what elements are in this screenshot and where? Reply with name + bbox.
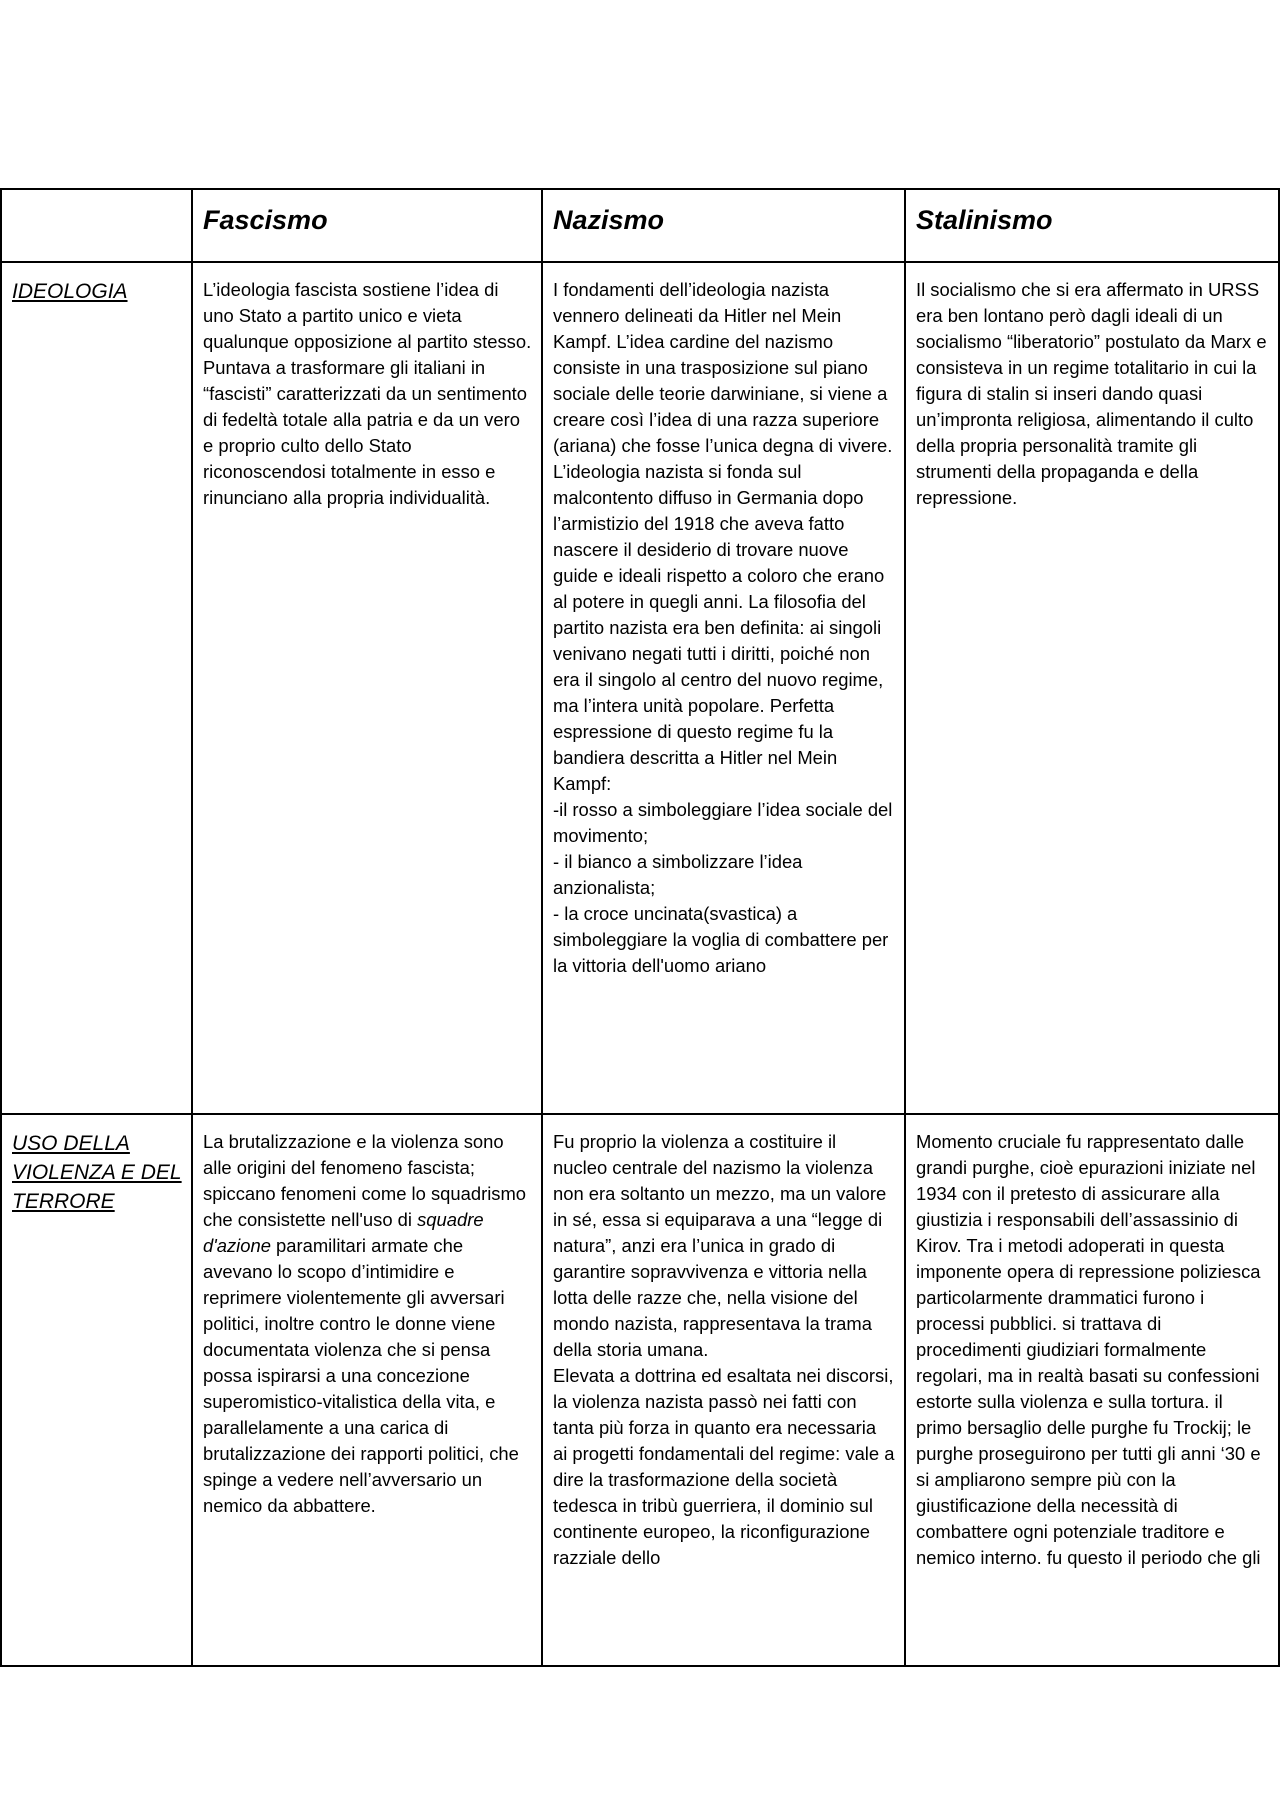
cell-ideologia-fascismo — [192, 262, 542, 1114]
comparison-table — [0, 188, 1280, 1667]
table-row-violenza — [1, 1114, 1279, 1666]
row-label-cell — [1, 262, 192, 1114]
text-ideologia-fascismo: L’ideologia fascista sostiene l’idea di uno Stato a partito unico e vieta qualunque opposizione al partito stesso. Puntava a trasformare gli italiani in “fascisti” caratterizzati da un sentimento di fedeltà totale alla patria e da un vero e proprio culto dello Stato riconoscendosi totalmente in esso e rinunciano alla propria individualità. — [203, 279, 532, 508]
text-ideologia-nazismo: I fondamenti dell’ideologia nazista vennero delineati da Hitler nel Mein Kampf. L’idea cardine del nazismo consiste in una trasposizione sul piano sociale delle teorie darwiniane, si viene a creare così l’idea di una razza superiore (ariana) che fosse l’unica degna di vivere. L’ideologia nazista si fonda sul malcontento diffuso in Germania dopo l’armistizio del 1918 che aveva fatto nascere il desiderio di trovare nuove guide e ideali rispetto a coloro che erano al potere in quegli anni. La filosofia del partito nazista era ben definita: ai singoli venivano negati tutti i diritti, poiché non era il singolo al centro del nuovo regime, ma l’intera unità popolare. Perfetta espressione di questo regime fu la bandiera descritta a Hitler nel Mein Kampf: -il rosso a simboleggiare l’idea sociale del movimento; - il bianco a simbolizzare l’idea anzionalista; - la croce uncinata(svastica) a simboleggiare la voglia di combattere per la vittoria dell'uomo ariano — [553, 279, 893, 976]
header-nazismo: Nazismo — [553, 205, 665, 235]
cell-violenza-stalinismo — [905, 1114, 1279, 1666]
cell-violenza-nazismo — [542, 1114, 905, 1666]
text-ideologia-stalinismo: Il socialismo che si era affermato in URSS era ben lontano però dagli ideali di un socialismo “liberatorio” postulato da Marx e consisteva in un regime totalitario in cui la figura di stalin si inseri dando quasi un’impronta religiosa, alimentando il culto della propria personalità tramite gli strumenti della propaganda e della repressione. — [916, 279, 1267, 508]
row-label-ideologia: IDEOLOGIA — [12, 280, 128, 303]
text-violenza-nazismo: Fu proprio la violenza a costituire il nucleo centrale del nazismo la violenza non era soltanto un mezzo, ma un valore in sé, essa si equiparava a una “legge di natura”, anzi era l’unica in grado di garantire sopravvivenza e vittoria nella lotta delle razze che, nella visione del mondo nazista, rappresentava la trama della storia umana. Elevata a dottrina ed esaltata nei discorsi, la violenza nazista passò nei fatti con tanta più forza in quanto era necessaria ai progetti fondamentali del regime: vale a dire la trasformazione della società tedesca in tribù guerriera, il dominio sul continente europeo, la riconfigurazione razziale dello — [553, 1131, 895, 1568]
header-cell-nazismo — [542, 189, 905, 262]
cell-violenza-fascismo — [192, 1114, 542, 1666]
cell-ideologia-nazismo — [542, 262, 905, 1114]
header-stalinismo: Stalinismo — [916, 205, 1053, 235]
header-fascismo: Fascismo — [203, 205, 328, 235]
row-label-violenza: USO DELLA VIOLENZA E DEL TERRORE — [12, 1132, 182, 1213]
header-cell-stalinismo — [905, 189, 1279, 262]
text-violenza-stalinismo: Momento cruciale fu rappresentato dalle grandi purghe, cioè epurazioni iniziate nel 1934 con il pretesto di assicurare alla giustizia i responsabili dell’assassinio di Kirov. Tra i metodi adoperati in questa imponente opera di repressione poliziesca particolarmente drammatici furono i processi pubblici. si trattava di procedimenti giudiziari formalmente regolari, ma in realtà basati su confessioni estorte sulla violenza e sulla tortura. il primo bersaglio delle purghe fu Trockij; le purghe proseguirono per tutti gli anni ‘30 e si ampliarono sempre più con la giustificazione della necessità di combattere ogni potenziale traditore e nemico interno. fu questo il periodo che gli — [916, 1131, 1261, 1568]
table-row-ideologia — [1, 262, 1279, 1114]
row-label-cell — [1, 1114, 192, 1666]
cell-ideologia-stalinismo — [905, 262, 1279, 1114]
header-row — [1, 189, 1279, 262]
header-cell-empty — [1, 189, 192, 262]
header-cell-fascismo — [192, 189, 542, 262]
text-violenza-fascismo: La brutalizzazione e la violenza sono alle origini del fenomeno fascista; spiccano fenomeni come lo squadrismo che consistette nell'uso di squadre d'azione paramilitari armate che avevano lo scopo d’intimidire e reprimere violentemente gli avversari politici, inoltre contro le donne viene documentata violenza che si pensa possa ispirarsi a una concezione superomistico-vitalistica della vita, e parallelamente a una carica di brutalizzazione dei rapporti politici, che spinge a vedere nell’avversario un nemico da abbattere. — [203, 1131, 527, 1516]
italic-squadre-azione: squadre d'azione — [203, 1209, 484, 1256]
